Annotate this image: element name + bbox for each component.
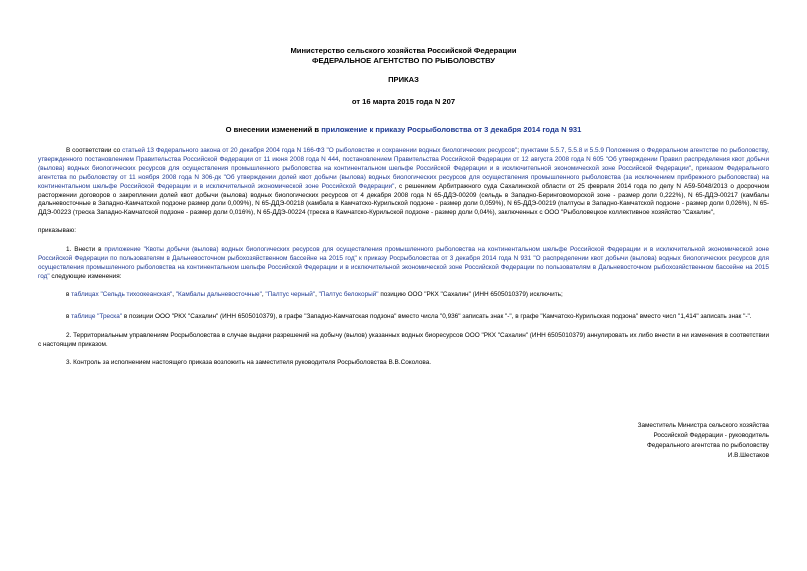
para4-text-5: позицию ООО "РКХ "Сахалин" (ИНН 6505010379) исключить; — [378, 290, 563, 298]
para1-text-1: В соответствии со — [66, 147, 123, 154]
para4-text-4: , — [315, 290, 319, 298]
signature-line-2: Российской Федерации - руководитель — [653, 432, 769, 439]
link-table-black-halibut[interactable]: "Палтус черный" — [265, 290, 316, 298]
para1-text-5: , с решением Арбитражного суда Сахалинской области от 25 февраля 2014 года по делу N А59-5048/2013 о досрочном расторжении договоров о закреплении долей квот добычи (вылова) водных биологических ресурсов от 4 декабря 2008 года N 65-ДДЭ-00209 (сельдь в Западно-Беринговоморской зоне - размер доли 0,222%), N 65-ДДЭ-00217 (камбалы дальневосточные в Западно-Камчатской подзоне размер доли 0,009%), N 65-ДДЭ-00218 (камбала в Камчатско-Курильской подзоне - размер доли 0,059%), N 65-ДДЭ-00219 (палтусы в Западно-Камчатской подзоне - размер доли 0,026%), N 65-ДДЭ-00223 (треска Западно-Камчатской подзоне - размер доли 0,016%), N 65-ДДЭ-00224 (треска в Камчатско-Курильской подзоне - размер доли 0,04%), заключенных с ООО "Рыболовецкое коллективное хозяйство "Сахалин", — [38, 182, 769, 217]
cod-table-paragraph — [38, 313, 769, 322]
para5-text-1: в — [66, 312, 72, 320]
link-regulation-444[interactable]: пунктами 5.5.7, 5.5.8 и 5.5.9 Положения о Федеральном агентстве по рыболовству, утвержденного постановлением Правительства Российской Федерации от 11 июня 2008 года N 444 — [38, 147, 769, 163]
link-table-cod[interactable]: таблице "Треска" — [71, 312, 123, 320]
agency-name: ФЕДЕРАЛЬНОЕ АГЕНТСТВО ПО РЫБОЛОВСТВУ — [312, 56, 495, 65]
para4-text-2: , — [172, 290, 176, 298]
para1-text-3: , — [338, 155, 343, 163]
para5-text-2: в позиции ООО "РКХ "Сахалин" (ИНН 6505010379), в графе "Западно-Камчатская подзона" вместо числа "0,936" записать знак "-", в графе "Камчатско-Курильская подзона" вместо числ "1,414" записать знак "-". — [122, 312, 752, 320]
subject-prefix: О внесении изменений в — [225, 125, 322, 134]
link-appendix-931[interactable]: приложение "Квоты добычи (вылова) водных биологических ресурсов для осуществления промышленного рыболовства на континентальном шельфе Российской Федерации и в исключительной экономической зоне Российской Федерации по пользователям в Дальневосточном рыбохозяйственном бассейне на 2015 год" к приказу Росрыболовства от 3 декабря 2014 года N 931 "О распределении квот добычи (вылова) водных биологических ресурсов для осуществления промышленного рыболовства на континентальном шельфе Российской Федерации и в исключительной экономической зоне Российской Федерации по пользователям в Дальневосточном рыбохозяйственном бассейне на 2015 год" — [38, 246, 770, 280]
para4-text-1: в — [66, 290, 72, 298]
item-1-paragraph — [38, 246, 769, 282]
order-word: приказываю: — [38, 227, 76, 235]
item-3-paragraph: 3. Контроль за исполнением настоящего приказа возложить на заместителя руководителя Росрыболовства В.В.Соколова. — [66, 359, 432, 367]
link-table-white-halibut[interactable]: "Палтус белокорый" — [318, 290, 379, 298]
signature-name: И.В.Шестаков — [727, 452, 769, 459]
link-order-306[interactable]: приказом Федерального агентства по рыболовству от 11 ноября 2008 года N 306-дк "Об утверждении долей квот добычи (вылова) водных биологических ресурсов для осуществления промышленного рыболовства (за исключением прибрежного рыболовства) на континентальном шельфе Российской Федерации и в исключительной экономической зоне Российской Федерации" — [38, 164, 769, 190]
doc-type: ПРИКАЗ — [388, 75, 419, 84]
signature-line-1: Заместитель Министра сельского хозяйства — [637, 422, 769, 429]
item-2-paragraph: 2. Территориальным управлениям Росрыболовства в случае выдачи разрешений на добычу (вылов) указанных водных биоресурсов ООО "РКХ "Сахалин" (ИНН 6505010379) аннулировать их либо внести в ни изменения в соответствии с настоящим приказом. — [38, 331, 770, 348]
doc-subject — [38, 125, 769, 134]
link-law-166[interactable]: статьей 13 Федерального закона от 20 декабря 2004 года N 166-ФЗ "О рыболовстве и сохранении водных биологических ресурсов" — [122, 147, 518, 154]
para1-text-4: , — [691, 164, 696, 172]
para4-text-3: , — [261, 290, 266, 298]
ministry-name: Министерство сельского хозяйства Российской Федерации — [290, 46, 517, 55]
link-resolution-605[interactable]: постановлением Правительства Российской Федерации от 12 августа 2008 года N 605 "Об утверждении Правил распределения квот добычи (вылова) водных биологических ресурсов для осуществления промышленного рыболовства на континентальном шельфе Российской Федерации и в исключительной экономической зоне Российской Федерации" — [38, 155, 770, 172]
para1-text-2: ; — [517, 147, 521, 154]
para3-text-1: 1. Внести в — [66, 246, 105, 254]
subject-link[interactable]: приложение к приказу Росрыболовства от 3 декабря 2014 года N 931 — [321, 125, 582, 134]
signature-line-3: Федерального агентства по рыболовству — [646, 442, 769, 449]
signature-block — [638, 421, 769, 461]
link-table-flounder[interactable]: "Камбалы дальневосточные" — [175, 290, 262, 298]
para3-text-2: следующие изменения: — [49, 272, 122, 280]
doc-date: от 16 марта 2015 года N 207 — [351, 97, 456, 106]
tables-change-paragraph — [38, 291, 769, 300]
preamble-paragraph — [38, 147, 769, 218]
link-table-herring[interactable]: таблицах "Сельдь тихоокеанская" — [71, 290, 173, 298]
